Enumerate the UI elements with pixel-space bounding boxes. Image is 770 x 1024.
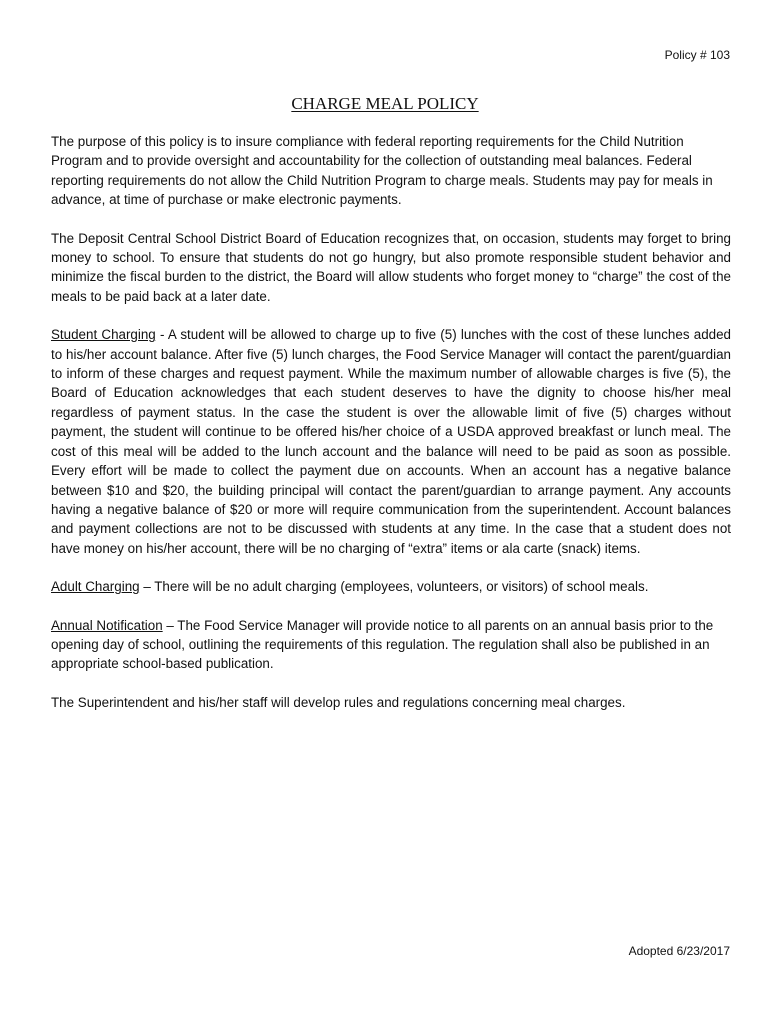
document-body bbox=[51, 132, 731, 731]
annual-notification-paragraph bbox=[51, 616, 731, 674]
annual-notification-text: – The Food Service Manager will provide notice to all parents on an annual basis prior to the opening day of school, outlining the requirements of this regulation. The regulation shall also be published in an appropriate school-based publication. bbox=[51, 617, 714, 672]
adult-charging-text: – There will be no adult charging (employees, volunteers, or visitors) of school meals. bbox=[139, 579, 649, 595]
adult-charging-heading: Adult Charging bbox=[51, 579, 140, 595]
student-charging-text: - A student will be allowed to charge up to five (5) lunches with the cost of these lunches added to his/her account balance. After five (5) lunch charges, the Food Service Manager will contact the parent/guardian to inform of these charges and request payment. While the maximum number of allowable charges is five (5), the Board of Education acknowledges that each student deserves to have the dignity to choose his/her meal regardless of payment status. In the case the student is over the allowable limit of five (5) charges without payment, the student will continue to be offered his/her choice of a USDA approved breakfast or lunch meal. The cost of this meal will be added to the lunch account and the balance will need to be paid as soon as possible. Every effort will be made to collect the payment due on accounts. When an account has a negative balance between $10 and $20, the building principal will contact the parent/guardian to arrange payment. Any accounts having a negative balance of $20 or more will require communication from the superintendent. Account balances and payment collections are not to be discussed with students at any time. In the case that a student does not have money on his/her account, there will be no charging of “extra” items or ala carte (snack) items. bbox=[51, 327, 731, 556]
closing-paragraph: The Superintendent and his/her staff will develop rules and regulations concerning meal charges. bbox=[51, 694, 626, 710]
adult-charging-paragraph bbox=[51, 577, 731, 596]
adopted-date: Adopted 6/23/2017 bbox=[628, 944, 730, 958]
annual-notification-heading: Annual Notification bbox=[51, 617, 163, 633]
purpose-paragraph: The purpose of this policy is to insure compliance with federal reporting requirements for the Child Nutrition Program and to provide oversight and accountability for the collection of outstanding meal balances. Federal reporting requirements do not allow the Child Nutrition Program to charge meals. Students may pay for meals in advance, at time of purchase or make electronic payments. bbox=[51, 134, 713, 208]
student-charging-heading: Student Charging bbox=[51, 327, 156, 343]
policy-number: Policy # 103 bbox=[664, 48, 730, 62]
board-paragraph: The Deposit Central School District Board of Education recognizes that, on occasion, students may forget to bring money to school. To ensure that students do not go hungry, but also promote responsible student behavior and minimize the fiscal burden to the district, the Board will allow students who forget money to “charge” the cost of the meals to be paid back at a later date. bbox=[51, 230, 731, 304]
student-charging-paragraph bbox=[51, 325, 731, 558]
page-title: CHARGE MEAL POLICY bbox=[291, 94, 479, 113]
